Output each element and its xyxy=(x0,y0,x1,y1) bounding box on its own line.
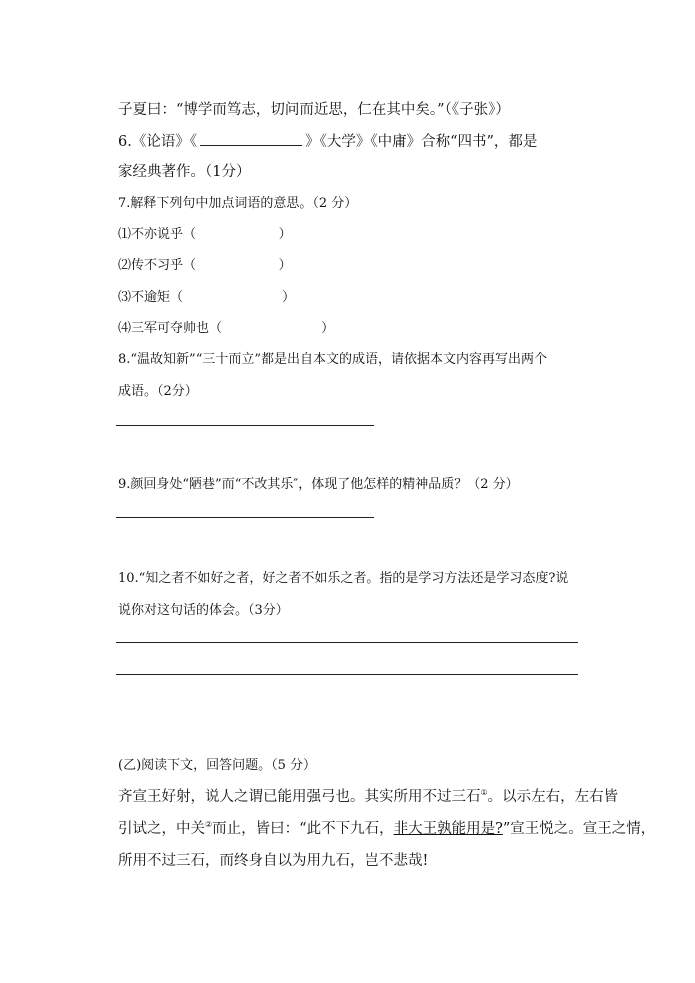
passage-text: ”宣王悦之。宣王之情， xyxy=(502,821,656,837)
passage-text: 而止，皆曰：“此不下九石， xyxy=(212,821,394,837)
question-10: 10.“知之者不如好之者，好之者不如乐之者。指的是学习方法还是学习态度?说 xyxy=(118,571,569,586)
q7-item-4: ⑷三军可夺帅也（ ） xyxy=(118,321,335,336)
question-6 xyxy=(118,130,537,151)
q6-blank[interactable] xyxy=(200,133,302,146)
passage-line-2 xyxy=(118,817,655,838)
q6-part-b: 》《大学》《中庸》合称“四书”，都是 xyxy=(305,134,538,150)
passage-line-3: 所用不过三石，而终身自以为用九石，岂不悲哉! xyxy=(118,853,429,869)
question-8: 8.“温故知新”“三十而立”都是出自本文的成语，请依据本文内容再写出两个 xyxy=(118,352,547,367)
q10-answer-line-2[interactable] xyxy=(116,674,578,675)
passage-line-1 xyxy=(118,785,618,806)
q10-continuation: 说你对这句话的体会。（3分） xyxy=(118,603,289,618)
footnote-marker-1: ① xyxy=(480,788,488,797)
question-7: 7.解释下列句中加点词语的意思。（2 分） xyxy=(118,196,358,211)
footnote-marker-2: ② xyxy=(205,820,213,829)
q10-answer-line-1[interactable] xyxy=(116,642,578,643)
passage-text: 齐宣王好射，说人之谓已能用强弓也。其实所用不过三石 xyxy=(118,789,481,805)
question-9: 9.颜回身处“陋巷”而“不改其乐″，体现了他怎样的精神品质？（2 分） xyxy=(118,477,519,492)
q7-item-3: ⑶不逾矩（ ） xyxy=(118,290,296,305)
q7-item-1: ⑴不亦说乎（ ） xyxy=(118,227,292,242)
passage-text: 引试之，中关 xyxy=(118,821,205,837)
q9-answer-line[interactable] xyxy=(116,517,374,518)
section-yi-heading: (乙)阅读下文，回答问题。（5 分） xyxy=(118,758,317,773)
underlined-sentence: 非大王孰能用是? xyxy=(393,821,503,837)
quote-zixia: 子夏曰：“博学而笃志，切问而近思，仁在其中矣。”（《子张》） xyxy=(118,102,510,118)
q7-item-2: ⑵传不习乎（ ） xyxy=(118,258,292,273)
q6-continuation: 家经典著作。（1分） xyxy=(118,164,251,180)
q8-continuation: 成语。（2分） xyxy=(118,384,198,399)
passage-text: 。以示左右，左右皆 xyxy=(487,789,619,805)
q6-part-a: 6.《论语》《 xyxy=(118,134,198,150)
q8-answer-line[interactable] xyxy=(116,425,374,426)
